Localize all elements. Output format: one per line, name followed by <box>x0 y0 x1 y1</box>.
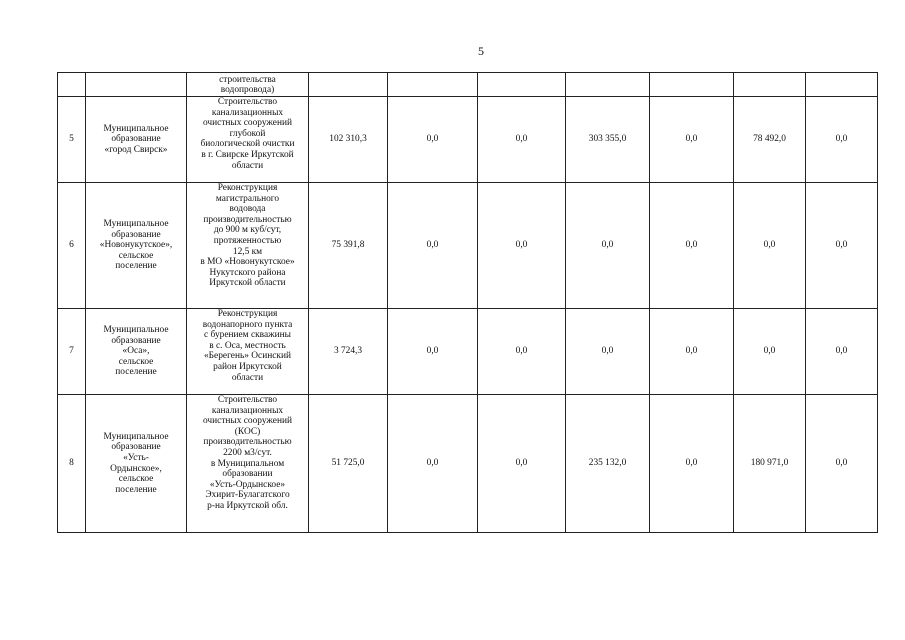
table-row <box>58 97 878 183</box>
cell-value: 0,0 <box>388 97 478 183</box>
cell-value: 0,0 <box>650 183 734 309</box>
cell-value: 75 391,8 <box>309 183 388 309</box>
cell-municipality: Муниципальное образование «Усть- Ордынское», сельское поселение <box>86 395 187 533</box>
cell-value <box>566 73 650 97</box>
cell-num: 7 <box>58 309 86 395</box>
table-row <box>58 183 878 309</box>
cell-value <box>806 73 878 97</box>
cell-municipality: Муниципальное образование «город Свирск» <box>86 97 187 183</box>
cell-value: 0,0 <box>806 183 878 309</box>
cell-num: 8 <box>58 395 86 533</box>
page-number: 5 <box>478 44 484 58</box>
cell-value <box>388 73 478 97</box>
cell-value: 0,0 <box>806 309 878 395</box>
cell-value: 0,0 <box>478 395 566 533</box>
cell-municipality: Муниципальное образование «Новонукутское», сельское поселение <box>86 183 187 309</box>
cell-municipality: Муниципальное образование «Оса», сельское поселение <box>86 309 187 395</box>
cell-project: Реконструкция водонапорного пункта с бурением скважины в с. Оса, местность «Берегень» Осинский район Иркутской области <box>187 309 309 395</box>
cell-num: 6 <box>58 183 86 309</box>
cell-value: 0,0 <box>650 395 734 533</box>
cell-value: 0,0 <box>734 309 806 395</box>
cell-value <box>650 73 734 97</box>
cell-value: 0,0 <box>806 395 878 533</box>
cell-value: 0,0 <box>650 97 734 183</box>
cell-value: 0,0 <box>388 395 478 533</box>
cell-value: 78 492,0 <box>734 97 806 183</box>
table-row <box>58 309 878 395</box>
cell-value: 0,0 <box>478 309 566 395</box>
cell-project: строительства водопровода) <box>187 73 309 97</box>
cell-value: 0,0 <box>478 97 566 183</box>
cell-value: 0,0 <box>566 309 650 395</box>
cell-value: 303 355,0 <box>566 97 650 183</box>
cell-value: 180 971,0 <box>734 395 806 533</box>
cell-value: 0,0 <box>388 183 478 309</box>
cell-project: Реконструкция магистрального водовода производительностью до 900 м куб/сут, протяженностью 12,5 км в МО «Новонукутское» Нукутского района Иркутской области <box>187 183 309 309</box>
cell-value: 235 132,0 <box>566 395 650 533</box>
table-row-continued <box>58 73 878 97</box>
cell-value: 0,0 <box>734 183 806 309</box>
cell-value: 0,0 <box>566 183 650 309</box>
cell-value <box>309 73 388 97</box>
cell-value: 3 724,3 <box>309 309 388 395</box>
cell-value: 0,0 <box>388 309 478 395</box>
cell-value: 0,0 <box>806 97 878 183</box>
cell-project: Строительство канализационных очистных сооружений глубокой биологической очистки в г. Свирске Иркутской области <box>187 97 309 183</box>
cell-value: 51 725,0 <box>309 395 388 533</box>
table-row <box>58 395 878 533</box>
cell-num <box>58 73 86 97</box>
cell-value <box>478 73 566 97</box>
cell-num: 5 <box>58 97 86 183</box>
cell-value <box>734 73 806 97</box>
funding-table <box>57 72 878 533</box>
cell-project: Строительство канализационных очистных сооружений (КОС) производительностью 2200 м3/сут. в Муниципальном образовании «Усть-Ордынское» Эхирит-Булагатского р-на Иркутской обл. <box>187 395 309 533</box>
cell-municipality <box>86 73 187 97</box>
cell-value: 0,0 <box>478 183 566 309</box>
cell-value: 102 310,3 <box>309 97 388 183</box>
cell-value: 0,0 <box>650 309 734 395</box>
